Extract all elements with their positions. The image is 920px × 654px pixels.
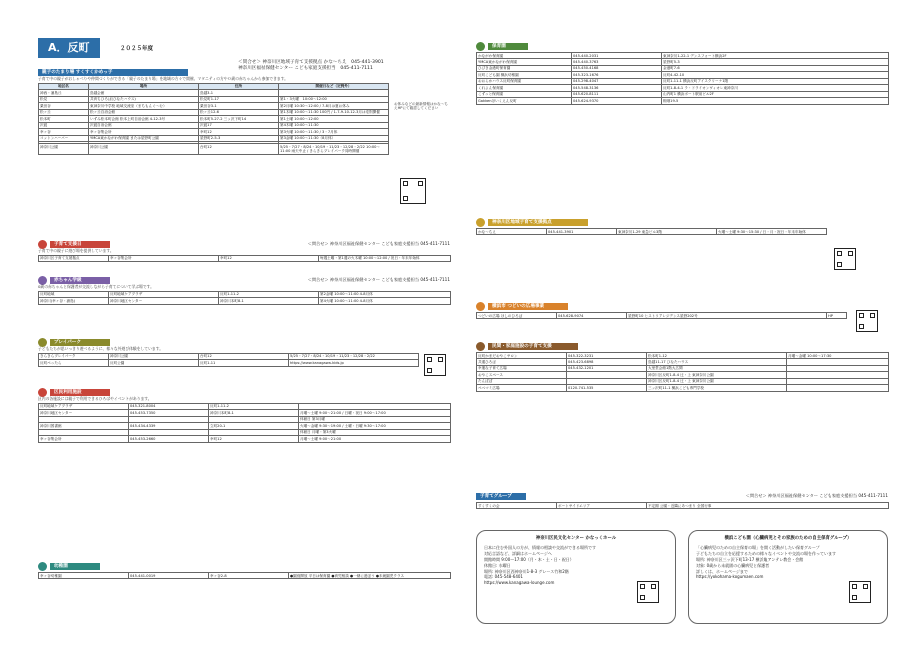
info-line: 日本に住む外国人の方が、情報の相談や交流ができる場所です: [484, 545, 596, 551]
table-cell: 反町1-11-2: [209, 403, 299, 409]
table-cell: 045-323-1676: [572, 72, 662, 78]
table-cell: 沢渡17: [199, 122, 279, 128]
table-cell: 星野町10 ヒストリアレジデンス星野202号: [627, 313, 827, 319]
info-line: 休館日: 水曜日: [484, 562, 511, 568]
info-line: 開館時間 9:00〜17:00（月・木・土・日・祝日）: [484, 556, 574, 562]
table-cell: くれよん保育園: [477, 85, 572, 91]
col-header: 開催日など（定例外）: [279, 83, 389, 89]
table-cell: 5/25・7/27・8/24・10/19・11/23・12/28・2/22: [289, 353, 419, 359]
table-cell: 月曜〜金曜 10:00〜17:30: [787, 353, 889, 359]
table-cell: 台町12: [199, 353, 289, 359]
section-desc: 区内の各施設には親子で利用できるひろばやイベントがあります。: [38, 396, 152, 401]
section-title: 横浜市 つどいの広場事業: [488, 303, 568, 310]
table-cell: Gakkenほいくえん反町: [477, 98, 572, 104]
table-cell: コットンハーバー: [39, 135, 89, 141]
table-cell: 反町1-11-1 横浜反町アイスクリーナ1階: [662, 78, 889, 84]
table-cell: 反町1-8-4-1 ラ・ドライオンヴィオレ東神奈川: [662, 85, 889, 91]
section-marker-icon: [476, 342, 485, 351]
table-cell: 立町20-1: [209, 423, 299, 429]
table-cell: 沢渡自治会館: [89, 122, 199, 128]
qr-code-icon: [856, 310, 878, 332]
section-title: 親子のたまり場 すくすくかめっ子: [38, 69, 188, 76]
table-cell: 神奈川図書館: [39, 423, 129, 429]
table-cell: 反町4-42-10: [662, 72, 889, 78]
kindergarten-table: [38, 572, 451, 579]
table-cell: 045-453-2660: [129, 436, 209, 442]
table-cell: 東神奈川1-22-1 デンスフォート横浜2F: [662, 53, 889, 59]
table-row: [39, 360, 419, 366]
baby-class-table: [38, 291, 451, 305]
table-cell: 幸ヶ谷幼稚園: [39, 573, 129, 579]
table-cell: 幸ヶ谷集会所: [39, 436, 129, 442]
table-cell: 0120-741-535: [567, 385, 647, 391]
tamariba-table: [38, 83, 389, 155]
table-cell: 045-453-7350: [129, 410, 209, 416]
table-cell: 第1土曜 10:00〜12:00: [279, 116, 389, 122]
table-row: [477, 385, 889, 391]
table-cell: 神奈川地区センター: [39, 410, 129, 416]
table-cell: 第2月曜 10:30〜12:00 / 7-8月は夏お休み: [279, 103, 389, 109]
table-cell: いずみ松本町会館 松本上町自治会館 4-12-3号: [89, 116, 199, 122]
info-link[interactable]: https://www.kanagawa-lounge.com: [484, 580, 555, 586]
table-cell: 045-432-1201: [567, 365, 647, 371]
table-cell: ●園庭開放 平日は保育園 ●育児相談 ●一緒に遊ぼう ●未就園児クラス: [289, 573, 451, 579]
groups-table: [476, 502, 889, 509]
table-cell: HP: [827, 313, 847, 319]
table-cell: 反町1-11-2: [219, 291, 319, 297]
section-title: 神奈川区地域子育て支援拠点: [488, 219, 588, 226]
table-cell: 松見: [39, 96, 89, 102]
section-title: 民間・家庭施設の子育て支援: [488, 343, 578, 350]
table-row: [39, 298, 451, 304]
table-row: [39, 573, 451, 579]
table-cell: 神奈川区反町1-8-4 辻・上 東神奈川公園: [647, 372, 787, 378]
table-cell: 鳥越3-1: [199, 90, 279, 96]
table-cell: ポートサイドエリア: [557, 503, 647, 509]
table-cell: 第1・3火曜 10:00〜12:00: [279, 96, 389, 102]
table-cell: 栗田谷: [39, 103, 89, 109]
table-cell: 045-423-6898: [567, 359, 647, 365]
table-cell: 大里堂会館1階大広間: [647, 365, 787, 371]
table-cell: 星野町5-3: [662, 59, 889, 65]
section-support-day: [38, 240, 450, 262]
table-cell: 松ヶ丘: [39, 109, 89, 115]
table-cell: 反町かまだおやこサロン: [477, 353, 567, 359]
info-line: 対象: 0歳から未就園の心臓病児と保護者: [696, 562, 770, 568]
section-groups: [476, 492, 888, 509]
table-cell: 山内町1 横浜ポート駅前ビル2F: [662, 91, 889, 97]
table-cell: 反町ぺったら: [39, 360, 109, 366]
table-cell: 栗田谷3-1: [199, 103, 279, 109]
info-box-title: 神奈川区民文化センター かなっくホール: [535, 536, 617, 541]
area-title: A．反町: [38, 38, 100, 58]
table-cell: 東神奈川1-29 東急ビル3階: [617, 229, 717, 235]
table-cell: 台町12: [199, 144, 279, 155]
table-cell: 第4木曜 10:00〜11:30: [279, 122, 389, 128]
section-marker-icon: [38, 562, 47, 571]
section-title: 保育園: [488, 43, 528, 50]
table-cell: おやこスペース: [477, 372, 567, 378]
table-row: [477, 98, 889, 104]
info-box-kogumaen: [688, 530, 888, 624]
private-support-table: [476, 352, 889, 392]
table-cell: つどいの広場 ほしのひろば: [477, 313, 557, 319]
section-marker-icon: [476, 302, 485, 311]
table-cell: 幸ヶ谷2-8: [209, 573, 289, 579]
table-row: [477, 229, 827, 235]
table-cell: 神奈川(幸ヶ谷・浦島): [39, 298, 109, 304]
table-cell: 火曜〜土曜 9:30〜15:30 / 日・月・祝日・年末年始休: [717, 229, 827, 235]
table-cell: YMCA東かながわ保育園 または星野町公園: [89, 135, 199, 141]
table-cell: 反町地域ケアプラザ: [39, 403, 129, 409]
table-cell: たんぽぽ: [477, 378, 567, 384]
section-title: 子育て支援日: [50, 241, 110, 248]
table-cell: 星野町2-5-3: [199, 135, 279, 141]
section-desc: 子育て中の親子に遊び場を提供しています。: [38, 248, 114, 253]
table-cell: 神奈川区子育て支援拠点: [39, 255, 109, 261]
table-cell: 第3火曜 10:00〜11:30 / 3・7月休: [279, 129, 389, 135]
table-cell: 鳥越会館: [89, 90, 199, 96]
table-cell: 火曜〜金曜 9:30〜19:00 / 土曜・日曜 9:30〜17:00: [299, 423, 451, 429]
col-header: 地区名: [39, 83, 89, 89]
table-cell: 月曜〜土曜 9:00〜21:00 / 日曜・祝日 9:00〜17:00: [299, 410, 451, 416]
table-cell: 幸運な子育て広場: [477, 365, 567, 371]
side-note: お休みなどの最新情報はかな〜ちえHPにて確認してください: [394, 102, 448, 111]
table-cell: 045-450-4168: [572, 65, 662, 71]
table-cell: きらきらプレイパーク: [39, 353, 109, 359]
table-cell: 月曜〜土曜 9:00〜21:00: [299, 436, 451, 442]
qr-code-icon: [400, 178, 426, 204]
col-header: 住所: [199, 83, 279, 89]
table-cell: 神奈川公園: [89, 144, 199, 155]
qr-code-icon: [849, 581, 871, 603]
info-line: 詳しくは、ホームページまで: [696, 568, 748, 574]
table-cell: 神奈川地区センター: [109, 298, 219, 304]
table-cell: 松本町1-12: [647, 353, 787, 359]
table-cell: 045-440-3763: [572, 59, 662, 65]
table-cell: 幸町12: [219, 255, 319, 261]
table-cell: 第3金曜 10:00〜11:30（8月休）: [279, 135, 389, 141]
table-cell: 045-440-2031: [572, 53, 662, 59]
table-cell: ぺべマミ広場: [477, 385, 567, 391]
table-cell: 第1木曜 10:00〜11:30 100円 / 1-7-9-10-12-3月は変則開催: [279, 109, 389, 115]
table-cell: かな〜ちえ: [477, 229, 547, 235]
table-cell: 沢渡: [39, 122, 89, 128]
table-cell: 三ッ沢町11-1 横浜こども専門学校: [647, 385, 787, 391]
qr-code-icon: [834, 248, 856, 270]
section-facilities: [38, 388, 450, 443]
table-cell: 共育ちひろば(ひなたハウス): [89, 96, 199, 102]
tsudoi-table: [476, 312, 847, 319]
section-contact: ＜問合せ＞ 神奈川区福祉保健センター こども家庭支援担当 045-411-7111: [307, 241, 450, 247]
table-cell: 045-628-9074: [557, 313, 627, 319]
section-title: 幼稚園: [50, 563, 100, 570]
table-cell: 神西・浦島丘: [39, 90, 89, 96]
table-cell: 松本町: [39, 116, 89, 122]
info-line: 場所: 神奈川区西神奈川1-8-3 グレース竹和2階: [484, 568, 569, 574]
table-cell: 神奈川区反町1-8-4 辻・上 東神奈川公園: [647, 378, 787, 384]
section-contact: ＜問合せ＞ 神奈川区福祉保健センター こども家庭支援担当 045-411-7111: [745, 493, 888, 499]
qr-code-icon: [424, 354, 446, 376]
table-cell: 第2金曜 10:00〜11:00 4-8月休: [319, 291, 451, 297]
table-cell: おおらかハウス反町保育園: [477, 78, 572, 84]
table-cell: [787, 385, 889, 391]
table-cell: 045-441-3901: [547, 229, 617, 235]
table-cell: 幸ヶ谷集会所: [89, 129, 199, 135]
info-box-lounge: [476, 530, 676, 624]
table-cell: 045-620-8111: [572, 91, 662, 97]
section-desc: 子どもたちが思いっきり遊べるように、様々な外遊び体験をしています。: [38, 346, 163, 351]
table-cell: 神奈川公園: [109, 353, 199, 359]
table-cell: 第4火曜 10:00〜11:00 4-8月休: [319, 298, 451, 304]
table-cell: 045-441-0019: [129, 573, 209, 579]
section-title: 子育てグループ: [476, 493, 526, 500]
year-label: ２０２５年度: [120, 46, 154, 52]
table-row: [477, 503, 889, 509]
table-cell: https://www.kanagawa-kids.jp: [289, 360, 419, 366]
section-support-base: [476, 218, 888, 235]
table-cell: 5/25・7/27・8/24・10/19・11/23・12/28・2/22 10:00〜11:00 雨天中止 / きらきらプレイパーク同時開催: [279, 144, 389, 155]
table-cell: 休館日 第3月曜: [299, 416, 451, 422]
table-row: [477, 313, 847, 319]
table-cell: 反町地域ケアプラザ: [109, 291, 219, 297]
table-row: [39, 144, 389, 155]
table-cell: 神奈川本町8-1: [209, 410, 299, 416]
table-cell: 幸町12: [199, 129, 279, 135]
section-private-support: [476, 342, 888, 392]
table-cell: 鳥越11-17 ひなたハウス: [647, 359, 787, 365]
table-cell: 松本町5-27-2 三ッ沢下町14: [199, 116, 279, 122]
table-cell: すくすくの会: [477, 503, 557, 509]
table-cell: 金港町7-6: [662, 65, 889, 71]
table-cell: 共通ひろば: [477, 359, 567, 365]
info-box-title: 横浜こども園（心臓病児とその家族のための自主保育グループ）: [724, 536, 852, 541]
nursery-table: [476, 52, 889, 105]
section-marker-icon: [476, 218, 485, 227]
info-line: 電話: 045-548-6401: [484, 574, 523, 580]
table-cell: 反町1-11: [199, 360, 289, 366]
section-title: 区民利用施設: [50, 389, 110, 396]
table-cell: こずっと保育園: [477, 91, 572, 97]
col-header: 場所: [89, 83, 199, 89]
table-cell: 幸ヶ谷集会所: [109, 255, 219, 261]
info-line: 「心臓病児のための自主保育の場」を開く活動がしたい保育グループ: [696, 545, 820, 551]
table-cell: 反町公園: [109, 360, 199, 366]
table-cell: 松ヶ丘自治会館: [89, 109, 199, 115]
section-desc: 0歳の赤ちゃんと保護者が交流しながら子育てについて学ぶ場です。: [38, 284, 154, 289]
table-cell: 神奈川本町8-1: [219, 298, 319, 304]
table-cell: 045-548-3136: [572, 85, 662, 91]
table-cell: かながわ保育園: [477, 53, 572, 59]
header-contact-line2: 神奈川区福祉保健センター こども家庭支援担当 045-411-7111: [238, 66, 373, 72]
facilities-table: [38, 403, 451, 443]
section-title: プレイパーク: [50, 339, 110, 346]
section-title: 赤ちゃん学級: [50, 277, 110, 284]
table-cell: 幸ヶ谷: [39, 129, 89, 135]
table-row: [39, 255, 451, 261]
info-line: 子どもたちの自立を応援するための様々なイベントや交流の場を作っています: [696, 551, 836, 557]
table-cell: 不定期 公園・近隣にあつまり 全国行事: [647, 503, 889, 509]
table-cell: YMCA東かながわ保育園: [477, 59, 572, 65]
table-cell: ひびき金港町保育園: [477, 65, 572, 71]
table-cell: 休館日 月曜・第3火曜: [299, 429, 451, 435]
support-base-table: [476, 228, 827, 235]
table-cell: 毎週土曜・第1週の火木曜 10:00〜12:00 / 祝日・年末年始休: [319, 255, 451, 261]
table-cell: 松見町1-17: [199, 96, 279, 102]
table-cell: 反町地域: [39, 291, 109, 297]
table-cell: 045-624-9370: [572, 98, 662, 104]
info-line: 場所: 神奈川区三ッ沢下町13-17 横浜亀アンテレ教会・会館: [696, 556, 804, 562]
table-cell: 東神奈川中学校 地域交流室（まちもんぐ〜む）: [89, 103, 199, 109]
section-nursery: [476, 42, 888, 105]
section-tamariba: [38, 68, 450, 155]
section-desc: 子育て中の親子がおしゃべりや仲間づくりができる「親子のたまり場」を地域の方々で開催。マタニティの方や０歳の赤ちゃんから参加できます。: [38, 76, 288, 81]
section-tsudoi: [476, 302, 888, 319]
table-row: [39, 436, 451, 442]
info-link[interactable]: https://yokohama-kogumaen.com: [696, 574, 764, 580]
section-kindergarten: [38, 562, 450, 579]
info-line: 対応言語など、詳細はホームページへ: [484, 551, 552, 557]
section-marker-icon: [476, 42, 485, 51]
table-cell: 松ヶ丘12-6: [199, 109, 279, 115]
table-cell: 045-322-3231: [567, 353, 647, 359]
table-cell: 神奈川公園: [39, 144, 89, 155]
table-cell: 幸町12: [209, 436, 299, 442]
section-baby-class: [38, 276, 450, 305]
playpark-table: [38, 353, 419, 367]
qr-code-icon: [637, 581, 659, 603]
table-cell: 045-321-8004: [129, 403, 209, 409]
table-cell: 反町こども園 横浜幼稚園: [477, 72, 572, 78]
header-contact-line1: ＜問合せ＞ 神奈川区地域子育て支援拠点 かな〜ちえ 045-441-3901: [238, 60, 384, 65]
table-cell: 045-298-4047: [572, 78, 662, 84]
support-day-table: [38, 255, 451, 262]
table-cell: 045-434-4339: [129, 423, 209, 429]
section-playpark: [38, 338, 450, 367]
table-cell: 桐畑19-5: [662, 98, 889, 104]
section-contact: ＜問合せ＞ 神奈川区福祉保健センター こども家庭支援担当 045-411-7111: [307, 277, 450, 283]
